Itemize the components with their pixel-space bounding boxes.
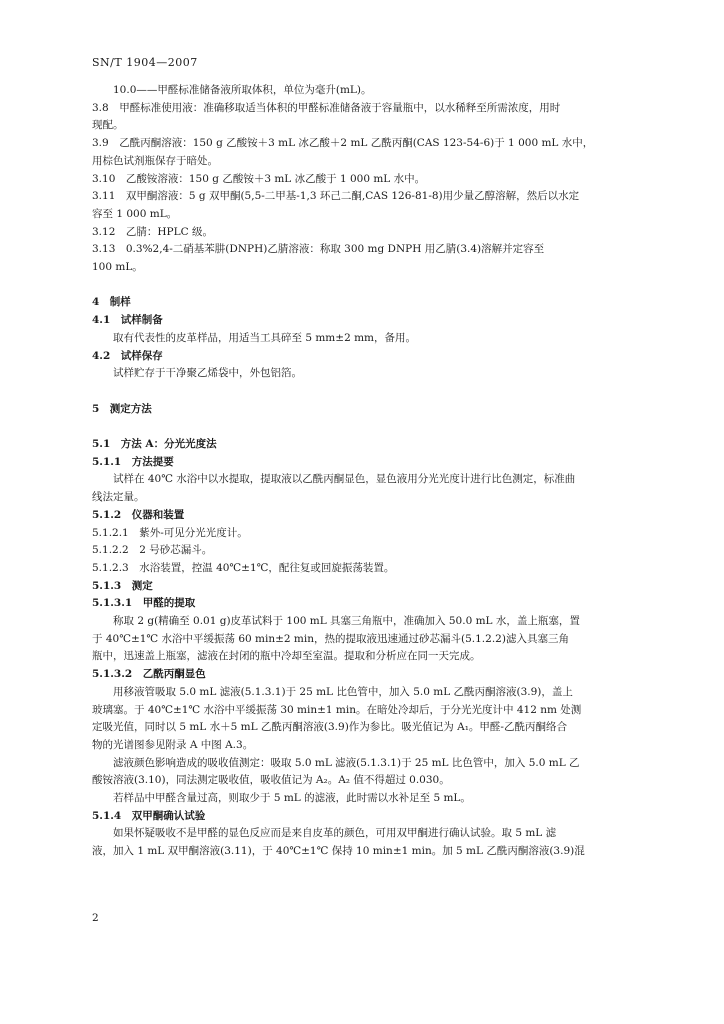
section-heading: 4.1 试样制备 <box>92 314 163 327</box>
paragraph-line: 玻璃塞。于 40℃±1℃ 水浴中平缓振荡 30 min±1 min。在暗处冷却后，于分光光度计中 412 nm 处测 <box>92 703 582 716</box>
paragraph-line: 5.1.2.1 紫外-可见分光光度计。 <box>92 526 248 539</box>
section-heading: 5.1.4 双甲酮确认试验 <box>92 809 206 822</box>
paragraph-line: 现配。 <box>92 119 124 132</box>
section-heading: 5.1.3.1 甲醛的提取 <box>92 597 196 610</box>
section-heading: 4 制样 <box>92 296 131 309</box>
paragraph-line: 3.12 乙腈：HPLC 级。 <box>92 225 213 238</box>
section-heading: 5.1.3 测定 <box>92 579 153 592</box>
paragraph-line: 线法定量。 <box>92 491 145 504</box>
section-heading: 5.1.2 仪器和装置 <box>92 508 185 521</box>
page-number: 2 <box>92 912 99 924</box>
standard-code-header: SN/T 1904—2007 <box>92 56 198 69</box>
paragraph-line: 3.10 乙酸铵溶液：150 g 乙酸铵＋3 mL 冰乙酸于 1 000 mL 水中。 <box>92 172 426 185</box>
blank-line <box>92 418 672 436</box>
paragraph-line: 酸铵溶液(3.10)，同法测定吸收值，吸收值记为 A₂。A₂ 值不得超过 0.030。 <box>92 774 450 787</box>
section-heading: 5.1 方法 A：分光光度法 <box>92 438 217 451</box>
paragraph-line: 如果怀疑吸收不是甲醛的显色反应而是来自皮革的颜色，可用双甲酮进行确认试验。取 5 mL 滤 <box>113 827 557 840</box>
paragraph-line: 试样在 40℃ 水浴中以水提取，提取液以乙酰丙酮显色，显色液用分光光度计进行比色测定，标准曲 <box>113 473 576 486</box>
section-heading: 5.1.1 方法提要 <box>92 455 174 468</box>
paragraph-line: 5.1.2.2 2 号砂芯漏斗。 <box>92 544 213 557</box>
section-heading: 5 测定方法 <box>92 402 152 415</box>
paragraph-line: 3.11 双甲酮溶液：5 g 双甲酮(5,5-二甲基-1,3 环己二酮,CAS 126-81-8)用少量乙醇溶解，然后以水定 <box>92 190 580 203</box>
paragraph-line: 用棕色试剂瓶保存于暗处。 <box>92 154 218 167</box>
paragraph-line: 滤液颜色影响造成的吸收值测定：吸取 5.0 mL 滤液(5.1.3.1)于 25 mL 比色管中，加入 5.0 mL 乙 <box>113 756 580 769</box>
paragraph-line: 物的光谱图参见附录 A 中图 A.3。 <box>92 738 254 751</box>
paragraph-line: 试样贮存于干净聚乙烯袋中，外包铝箔。 <box>113 367 302 380</box>
paragraph-line: 5.1.2.3 水浴装置，控温 40℃±1℃，配往复或回旋振荡装置。 <box>92 561 395 574</box>
paragraph-line: 于 40℃±1℃ 水浴中平缓振荡 60 min±2 min，热的提取液迅速通过砂芯漏斗(5.1.2.2)滤入具塞三角 <box>92 632 569 645</box>
paragraph-line: 3.13 0.3%2,4-二硝基苯肼(DNPH)乙腈溶液：称取 300 mg DNPH 用乙腈(3.4)溶解并定容至 <box>92 243 545 256</box>
blank-line <box>92 277 672 295</box>
paragraph-line: 3.8 甲醛标准使用液：准确移取适当体积的甲醛标准储备液于容量瓶中，以水稀释至所需浓度，用时 <box>92 101 561 114</box>
paragraph-line: 定吸光值，同时以 5 mL 水＋5 mL 乙酰丙酮溶液(3.9)作为参比。吸光值记为 A₁。甲醛-乙酰丙酮络合 <box>92 721 567 734</box>
paragraph-line: 液，加入 1 mL 双甲酮溶液(3.11)，于 40℃±1℃ 保持 10 min±1 min。加 5 mL 乙酰丙酮溶液(3.9)混 <box>92 845 585 858</box>
paragraph-line: 若样品中甲醛含量过高，则取少于 5 mL 的滤液，此时需以水补足至 5 mL。 <box>113 792 471 805</box>
paragraph-line: 10.0——甲醛标准储备液所取体积，单位为毫升(mL)。 <box>113 84 372 96</box>
paragraph-line: 容至 1 000 mL。 <box>92 207 178 220</box>
document-body <box>92 82 672 861</box>
paragraph-line: 取有代表性的皮革样品，用适当工具碎至 5 mm±2 mm，备用。 <box>113 331 416 344</box>
section-heading: 5.1.3.2 乙酰丙酮显色 <box>92 668 206 681</box>
paragraph-line: 3.9 乙酰丙酮溶液：150 g 乙酸铵＋3 mL 冰乙酸＋2 mL 乙酰丙酮(CAS 123-54-6)于 1 000 mL 水中， <box>92 137 594 150</box>
blank-line <box>92 383 672 401</box>
section-heading: 4.2 试样保存 <box>92 349 163 362</box>
paragraph-line: 称取 2 g(精确至 0.01 g)皮革试料于 100 mL 具塞三角瓶中，准确加入 50.0 mL 水，盖上瓶塞，置 <box>113 615 580 628</box>
paragraph-line: 用移液管吸取 5.0 mL 滤液(5.1.3.1)于 25 mL 比色管中，加入 5.0 mL 乙酰丙酮溶液(3.9)，盖上 <box>113 685 573 698</box>
paragraph-line: 100 mL。 <box>92 261 143 274</box>
paragraph-line: 瓶中，迅速盖上瓶塞，滤液在封闭的瓶中冷却至室温。提取和分析应在同一天完成。 <box>92 650 481 663</box>
